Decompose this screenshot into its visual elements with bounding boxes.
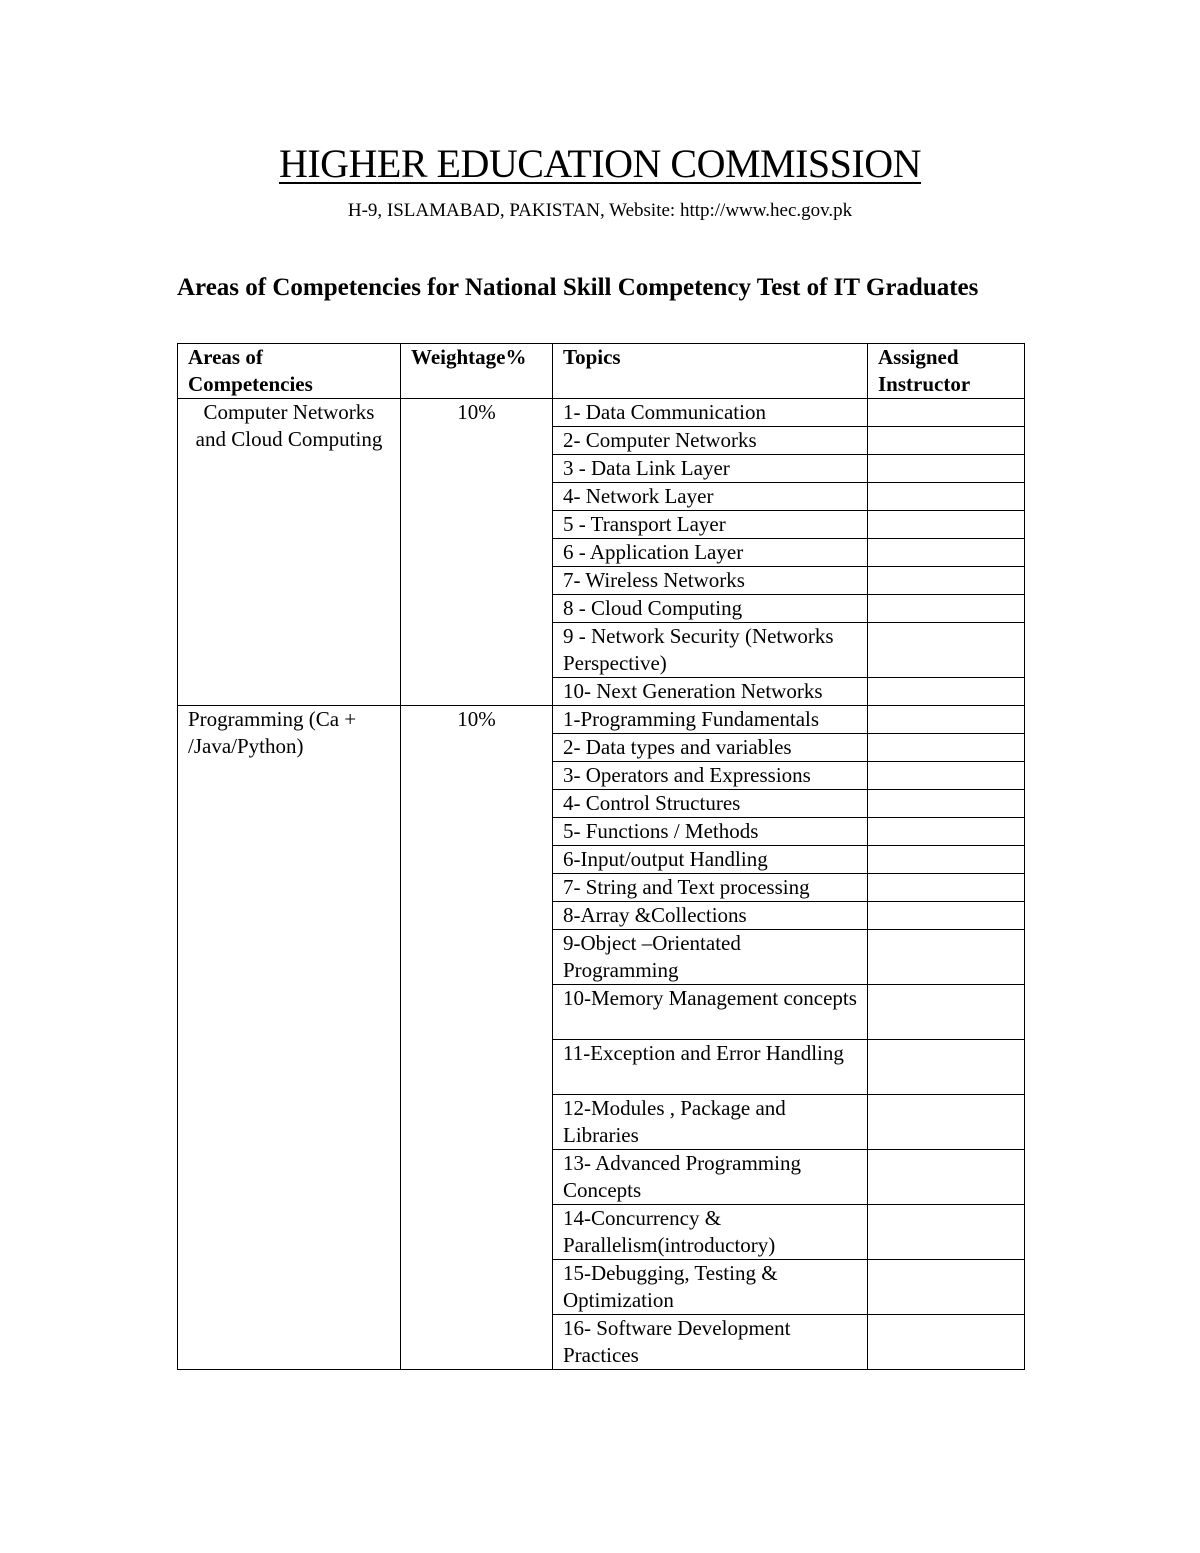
instructor-cell[interactable] xyxy=(868,1315,1025,1370)
area-cell: Computer Networks and Cloud Computing xyxy=(178,399,401,706)
instructor-cell[interactable] xyxy=(868,483,1025,511)
instructor-cell[interactable] xyxy=(868,734,1025,762)
topic-cell: 2- Computer Networks xyxy=(553,427,868,455)
instructor-cell[interactable] xyxy=(868,1150,1025,1205)
column-header-weightage: Weightage% xyxy=(401,344,553,399)
instructor-cell[interactable] xyxy=(868,706,1025,734)
table-header-row xyxy=(178,344,1025,399)
topic-cell: 7- String and Text processing xyxy=(553,874,868,902)
instructor-cell[interactable] xyxy=(868,1040,1025,1095)
instructor-cell[interactable] xyxy=(868,874,1025,902)
topic-cell: 7- Wireless Networks xyxy=(553,567,868,595)
instructor-cell[interactable] xyxy=(868,985,1025,1040)
instructor-cell[interactable] xyxy=(868,399,1025,427)
instructor-cell[interactable] xyxy=(868,595,1025,623)
page-title: HIGHER EDUCATION COMMISSION xyxy=(278,141,922,186)
instructor-cell[interactable] xyxy=(868,846,1025,874)
column-header-areas: Areas of Competencies xyxy=(178,344,401,399)
topic-cell: 4- Network Layer xyxy=(553,483,868,511)
topic-cell: 10- Next Generation Networks xyxy=(553,678,868,706)
address-line: H-9, ISLAMABAD, PAKISTAN, Website: http://www.hec.gov.pk xyxy=(347,200,853,221)
topic-cell: 11-Exception and Error Handling xyxy=(553,1040,868,1095)
table-row xyxy=(178,399,1025,427)
topic-cell: 3- Operators and Expressions xyxy=(553,762,868,790)
topic-cell: 5 - Transport Layer xyxy=(553,511,868,539)
instructor-cell[interactable] xyxy=(868,790,1025,818)
instructor-cell[interactable] xyxy=(868,511,1025,539)
instructor-cell[interactable] xyxy=(868,818,1025,846)
instructor-cell[interactable] xyxy=(868,455,1025,483)
instructor-cell[interactable] xyxy=(868,1205,1025,1260)
instructor-cell[interactable] xyxy=(868,623,1025,678)
topic-cell: 12-Modules , Package and Libraries xyxy=(553,1095,868,1150)
topic-cell: 6 - Application Layer xyxy=(553,539,868,567)
topic-cell: 9-Object –Orientated Programming xyxy=(553,930,868,985)
topic-cell: 1-Programming Fundamentals xyxy=(553,706,868,734)
topic-cell: 10-Memory Management concepts xyxy=(553,985,868,1040)
instructor-cell[interactable] xyxy=(868,1095,1025,1150)
area-cell: Programming (Ca + /Java/Python) xyxy=(178,706,401,1370)
instructor-cell[interactable] xyxy=(868,567,1025,595)
topic-cell: 14-Concurrency & Parallelism(introductory) xyxy=(553,1205,868,1260)
section-heading: Areas of Competencies for National Skill Competency Test of IT Graduates xyxy=(177,274,979,301)
topic-cell: 15-Debugging, Testing & Optimization xyxy=(553,1260,868,1315)
weight-cell: 10% xyxy=(401,706,553,1370)
weight-cell: 10% xyxy=(401,399,553,706)
topic-cell: 8 - Cloud Computing xyxy=(553,595,868,623)
instructor-cell[interactable] xyxy=(868,678,1025,706)
topic-cell: 2- Data types and variables xyxy=(553,734,868,762)
topic-cell: 16- Software Development Practices xyxy=(553,1315,868,1370)
topic-cell: 13- Advanced Programming Concepts xyxy=(553,1150,868,1205)
topic-cell: 3 - Data Link Layer xyxy=(553,455,868,483)
topic-cell: 8-Array &Collections xyxy=(553,902,868,930)
topic-cell: 1- Data Communication xyxy=(553,399,868,427)
topic-cell: 9 - Network Security (Networks Perspective) xyxy=(553,623,868,678)
instructor-cell[interactable] xyxy=(868,930,1025,985)
column-header-topics: Topics xyxy=(553,344,868,399)
topic-cell: 4- Control Structures xyxy=(553,790,868,818)
competency-table xyxy=(177,343,1025,1370)
column-header-instructor: Assigned Instructor xyxy=(868,344,1025,399)
topic-cell: 6-Input/output Handling xyxy=(553,846,868,874)
table-row xyxy=(178,706,1025,734)
instructor-cell[interactable] xyxy=(868,1260,1025,1315)
topic-cell: 5- Functions / Methods xyxy=(553,818,868,846)
instructor-cell[interactable] xyxy=(868,539,1025,567)
instructor-cell[interactable] xyxy=(868,902,1025,930)
instructor-cell[interactable] xyxy=(868,762,1025,790)
instructor-cell[interactable] xyxy=(868,427,1025,455)
